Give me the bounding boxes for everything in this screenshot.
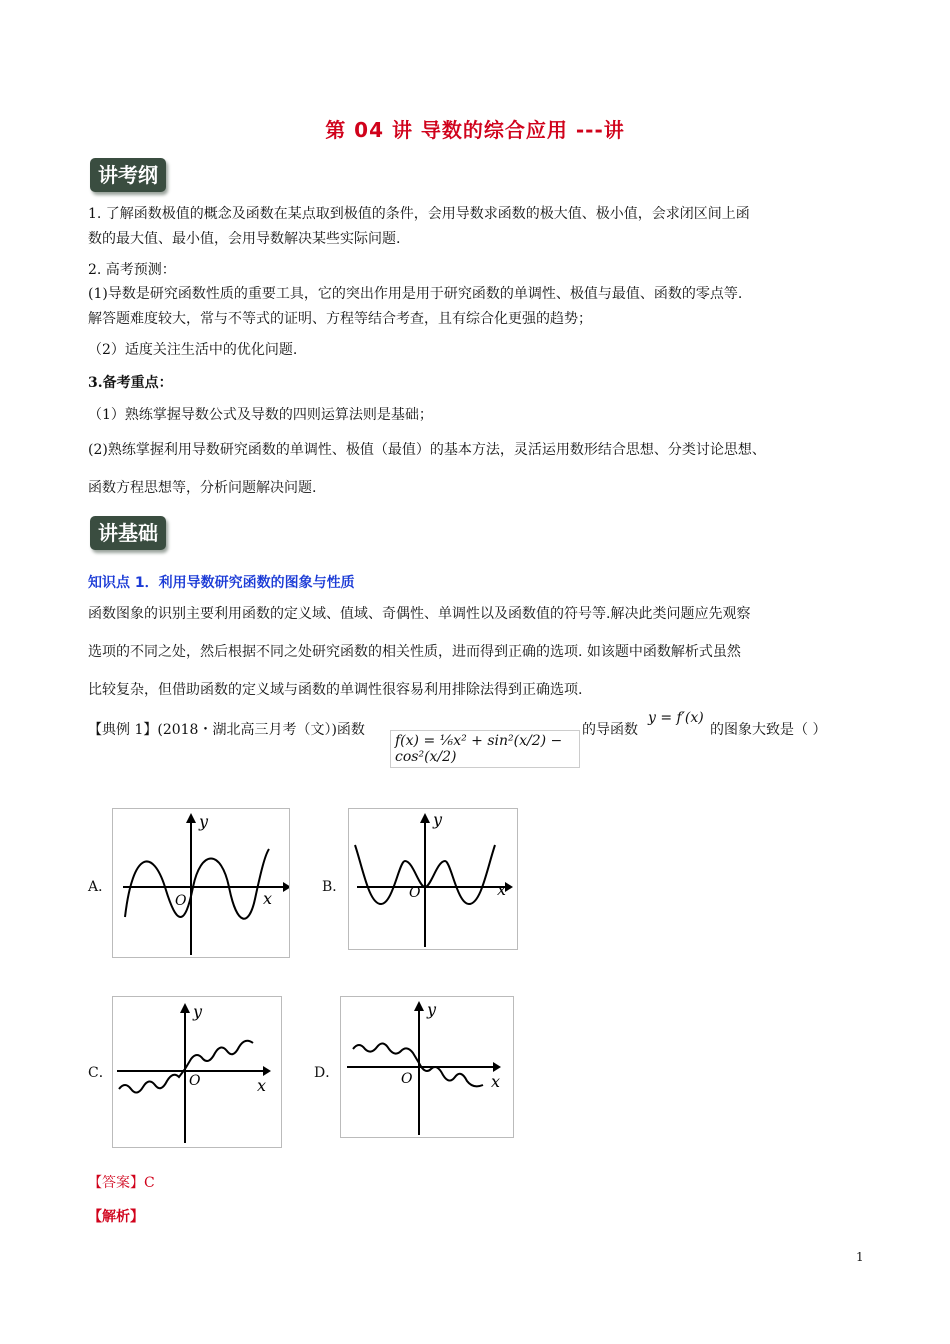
example-prefix: 【典例 1】(2018・湖北高三月考（文）)函数 [88, 722, 365, 738]
graph-b-x-arrow [505, 882, 513, 892]
option-a-label: A． [88, 879, 113, 895]
graph-d-curve-left [353, 1043, 419, 1063]
graph-a-x-label: x [263, 889, 273, 908]
banner-syllabus: 讲考纲 [90, 158, 166, 192]
analysis: 【解析】 [88, 1209, 144, 1225]
graph-d-origin: O [401, 1071, 413, 1087]
syllabus-item-3-1: （1）熟练掌握导数公式及导数的四则运算法则是基础； [88, 407, 433, 423]
example-formula-y: y = f′(x) [648, 710, 704, 726]
graph-a-y-arrow [186, 813, 196, 823]
option-b-label: B． [322, 879, 347, 895]
syllabus-item-1-line-1: 1. 了解函数极值的概念及函数在某点取到极值的条件，会用导数求函数的极大值、极小值，会求闭区间上函 [88, 206, 750, 222]
graph-option-d [340, 996, 514, 1138]
page-number: 1 [856, 1250, 864, 1264]
graph-option-b [348, 808, 518, 950]
basics-paragraph-line-2: 选项的不同之处，然后根据不同之处研究函数的相关性质，进而得到正确的选项. 如该题中函数解析式虽然 [88, 644, 741, 660]
knowledge-point-heading: 知识点 1．利用导数研究函数的图象与性质 [88, 575, 355, 591]
graph-d-y-label: y [427, 1000, 437, 1019]
graph-b-x-label: x [497, 880, 507, 899]
basics-paragraph-line-1: 函数图象的识别主要利用函数的定义域、值域、奇偶性、单调性以及函数值的符号等.解决此类问题应先观察 [88, 606, 751, 622]
syllabus-item-3-2-line-1: (2)熟练掌握利用导数研究函数的单调性、极值（最值）的基本方法，灵活运用数形结合思想、分类讨论思想、 [88, 442, 766, 458]
graph-a-y-label: y [199, 812, 209, 831]
graph-c-curve-left [119, 1069, 185, 1093]
graph-b-y-label: y [433, 810, 443, 829]
syllabus-item-2-1-line-1: (1)导数是研究函数性质的重要工具，它的突出作用是用于研究函数的单调性、极值与最值、函数的零点等. [88, 286, 743, 302]
syllabus-item-2-2: （2）适度关注生活中的优化问题. [88, 342, 298, 358]
example-mid: 的导函数 [582, 722, 638, 738]
graph-a-origin: O [175, 893, 187, 909]
graph-option-a [112, 808, 290, 958]
graph-a-x-arrow [283, 882, 290, 892]
graph-c-curve-right [185, 1041, 253, 1069]
graph-c-x-label: x [257, 1076, 267, 1095]
page-title: 第 04 讲 导数的综合应用 ---讲 [325, 118, 625, 142]
graph-c-origin: O [189, 1073, 201, 1089]
graph-d-x-arrow [493, 1062, 501, 1072]
basics-paragraph-line-3: 比较复杂，但借助函数的定义域与函数的单调性很容易利用排除法得到正确选项. [88, 682, 583, 698]
syllabus-item-3-2-line-2: 函数方程思想等，分析问题解决问题. [88, 480, 317, 496]
syllabus-item-2: 2. 高考预测： [88, 262, 176, 278]
banner-basics: 讲基础 [90, 516, 166, 550]
graph-b-origin: O [409, 885, 421, 901]
syllabus-item-3: 3.备考重点： [88, 375, 173, 391]
graph-b-y-arrow [420, 813, 430, 823]
graph-c-x-arrow [263, 1066, 271, 1076]
graph-d-x-label: x [491, 1072, 501, 1091]
syllabus-item-2-1-line-2: 解答题难度较大，常与不等式的证明、方程等结合考查，且有综合化更强的趋势； [88, 311, 592, 327]
example-suffix: 的图象大致是（ ） [710, 722, 827, 738]
option-d-label: D． [314, 1065, 340, 1081]
graph-option-c [112, 996, 282, 1148]
example-formula-f: f(x) = ⅙x² + sin²(x/2) − cos²(x/2) [390, 730, 580, 768]
graph-a-curve [125, 849, 269, 919]
option-c-label: C． [88, 1065, 113, 1081]
graph-c-y-arrow [180, 1003, 190, 1013]
graph-c-y-label: y [193, 1002, 203, 1021]
syllabus-item-1-line-2: 数的最大值、最小值，会用导数解决某些实际问题. [88, 231, 401, 247]
graph-d-y-arrow [414, 1001, 424, 1011]
answer: 【答案】C [88, 1175, 155, 1191]
